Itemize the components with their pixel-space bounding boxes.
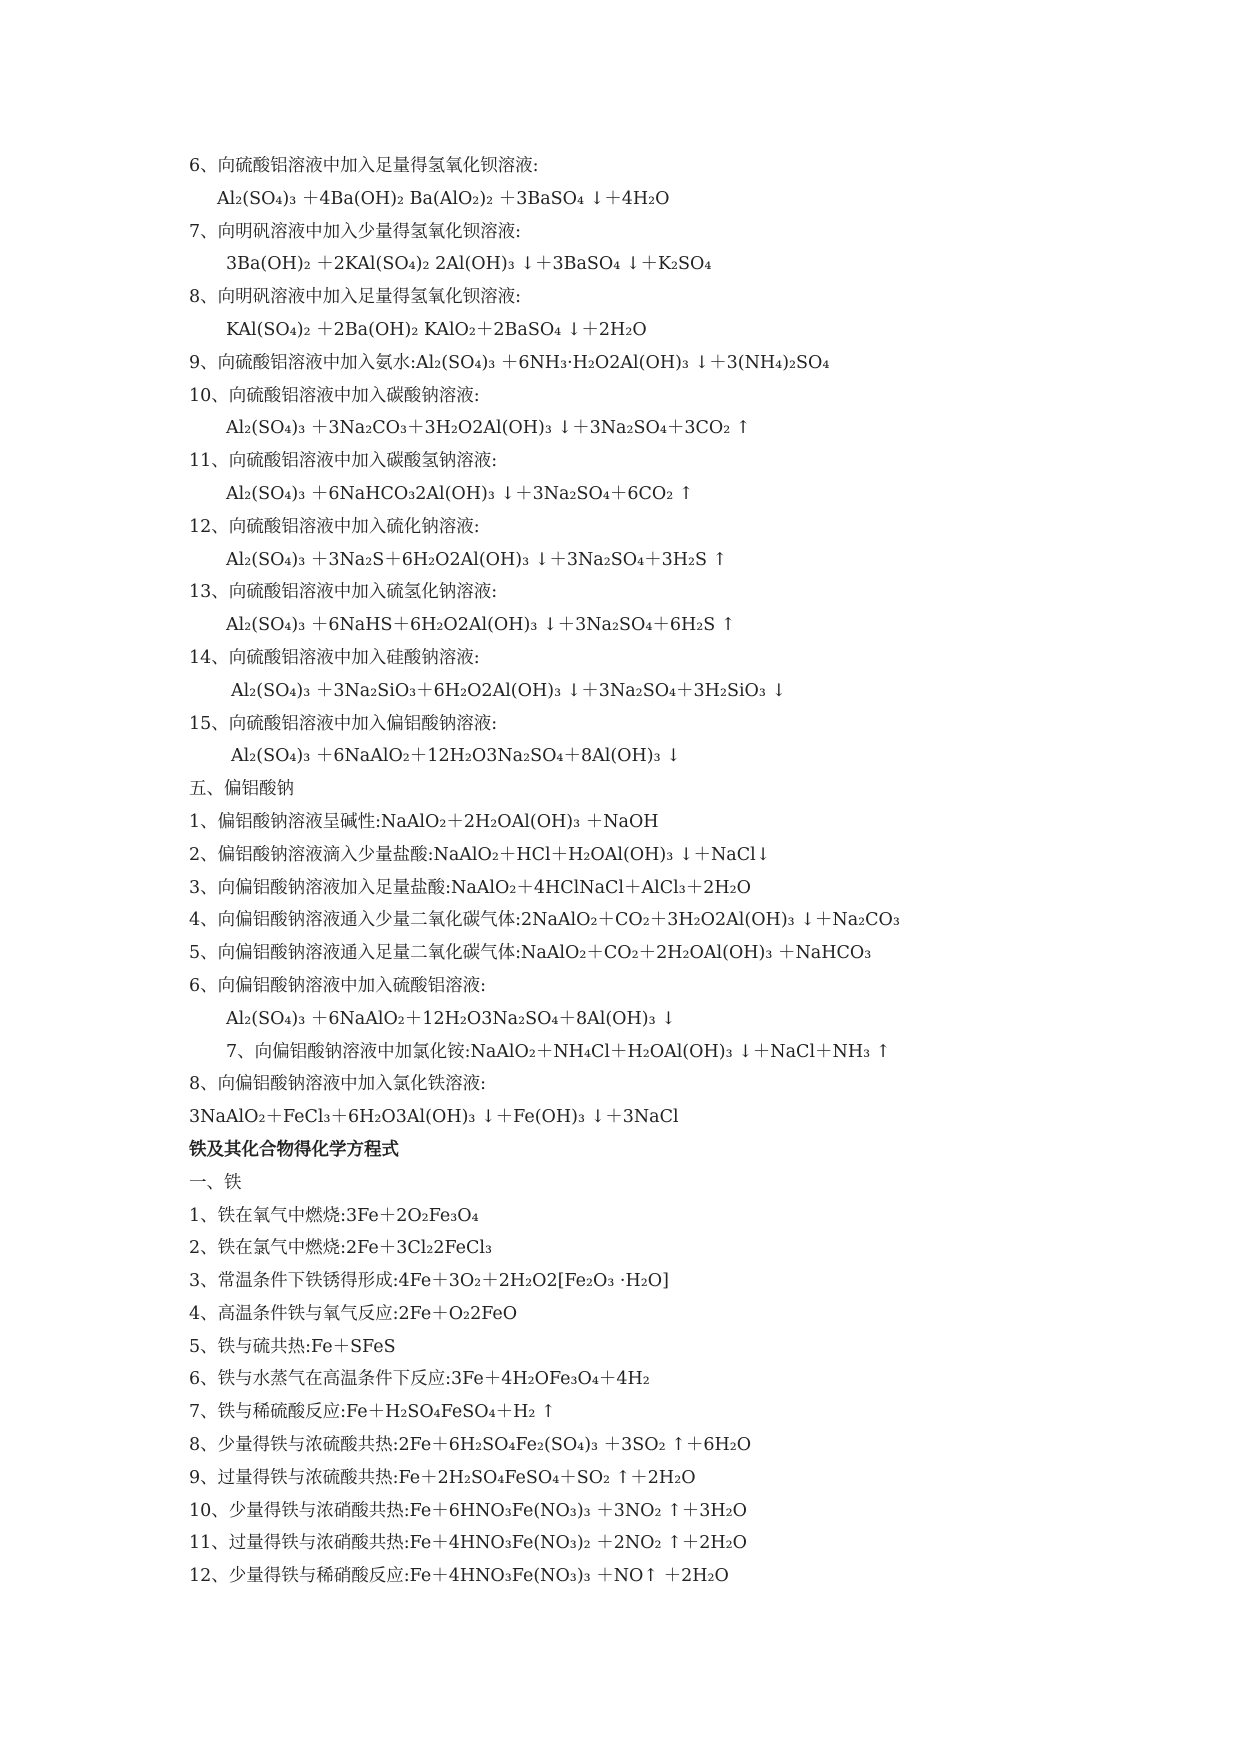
text-line: Al₂(SO₄)₃ ＋6NaAlO₂＋12H₂O3Na₂SO₄＋8Al(OH)₃ ↓ <box>231 746 681 767</box>
section-heading: 铁及其化合物得化学方程式 <box>189 1139 399 1160</box>
text-line: 1、偏铝酸钠溶液呈碱性:NaAlO₂＋2H₂OAl(OH)₃ ＋NaOH <box>189 811 659 832</box>
text-line: KAl(SO₄)₂ ＋2Ba(OH)₂ KAlO₂＋2BaSO₄ ↓＋2H₂O <box>226 319 647 340</box>
text-line: 3Ba(OH)₂ ＋2KAl(SO₄)₂ 2Al(OH)₃ ↓＋3BaSO₄ ↓＋K₂SO₄ <box>226 254 712 275</box>
text-line: 11、向硫酸铝溶液中加入碳酸氢钠溶液: <box>189 451 498 472</box>
text-line: Al₂(SO₄)₃ ＋4Ba(OH)₂ Ba(AlO₂)₂ ＋3BaSO₄ ↓＋4H₂O <box>217 188 670 209</box>
text-line: 一、铁 <box>189 1172 242 1193</box>
text-line: 2、偏铝酸钠溶液滴入少量盐酸:NaAlO₂＋HCl＋H₂OAl(OH)₃ ↓＋NaCl↓ <box>189 844 771 865</box>
text-line: 15、向硫酸铝溶液中加入偏铝酸钠溶液: <box>189 713 498 734</box>
text-line: 4、向偏铝酸钠溶液通入少量二氧化碳气体:2NaAlO₂＋CO₂＋3H₂O2Al(OH)₃ ↓＋Na₂CO₃ <box>189 910 900 931</box>
text-line: 8、少量得铁与浓硫酸共热:2Fe＋6H₂SO₄Fe₂(SO₄)₃ ＋3SO₂ ↑＋6H₂O <box>189 1435 752 1456</box>
text-line: Al₂(SO₄)₃ ＋6NaAlO₂＋12H₂O3Na₂SO₄＋8Al(OH)₃ ↓ <box>226 1008 676 1029</box>
text-line: 3NaAlO₂＋FeCl₃＋6H₂O3Al(OH)₃ ↓＋Fe(OH)₃ ↓＋3NaCl <box>189 1107 679 1128</box>
text-line: 7、向偏铝酸钠溶液中加氯化铵:NaAlO₂＋NH₄Cl＋H₂OAl(OH)₃ ↓＋NaCl＋NH₃ ↑ <box>226 1041 891 1062</box>
text-line: Al₂(SO₄)₃ ＋3Na₂SiO₃＋6H₂O2Al(OH)₃ ↓＋3Na₂SO₄＋3H₂SiO₃ ↓ <box>231 680 787 701</box>
text-line: 3、常温条件下铁锈得形成:4Fe＋3O₂＋2H₂O2[Fe₂O₃ ·H₂O] <box>189 1271 669 1292</box>
text-line: Al₂(SO₄)₃ ＋6NaHCO₃2Al(OH)₃ ↓＋3Na₂SO₄＋6CO₂ ↑ <box>226 483 694 504</box>
text-line: 10、向硫酸铝溶液中加入碳酸钠溶液: <box>189 385 480 406</box>
text-line: 6、铁与水蒸气在高温条件下反应:3Fe＋4H₂OFe₃O₄＋4H₂ <box>189 1369 650 1390</box>
text-line: 11、过量得铁与浓硝酸共热:Fe＋4HNO₃Fe(NO₃)₂ ＋2NO₂ ↑＋2H₂O <box>189 1533 748 1554</box>
text-line: 12、少量得铁与稀硝酸反应:Fe＋4HNO₃Fe(NO₃)₃ ＋NO↑ ＋2H₂O <box>189 1566 729 1587</box>
text-line: 6、向硫酸铝溶液中加入足量得氢氧化钡溶液: <box>189 156 539 176</box>
text-line: 7、向明矾溶液中加入少量得氢氧化钡溶液: <box>189 221 522 242</box>
text-line: 4、高温条件铁与氧气反应:2Fe＋O₂2FeO <box>189 1303 518 1324</box>
text-line: 5、铁与硫共热:Fe＋SFeS <box>189 1336 396 1357</box>
text-line: 2、铁在氯气中燃烧:2Fe＋3Cl₂2FeCl₃ <box>189 1238 493 1259</box>
text-line: 五、偏铝酸钠 <box>189 779 294 800</box>
text-line: 6、向偏铝酸钠溶液中加入硫酸铝溶液: <box>189 975 487 996</box>
text-line: 10、少量得铁与浓硝酸共热:Fe＋6HNO₃Fe(NO₃)₃ ＋3NO₂ ↑＋3H₂O <box>189 1500 748 1521</box>
text-line: Al₂(SO₄)₃ ＋3Na₂S＋6H₂O2Al(OH)₃ ↓＋3Na₂SO₄＋3H₂S ↑ <box>226 549 728 570</box>
text-line: 8、向偏铝酸钠溶液中加入氯化铁溶液: <box>189 1074 487 1095</box>
text-line: 9、过量得铁与浓硫酸共热:Fe＋2H₂SO₄FeSO₄＋SO₂ ↑＋2H₂O <box>189 1467 696 1488</box>
text-line: 12、向硫酸铝溶液中加入硫化钠溶液: <box>189 516 480 537</box>
text-line: Al₂(SO₄)₃ ＋6NaHS＋6H₂O2Al(OH)₃ ↓＋3Na₂SO₄＋6H₂S ↑ <box>226 615 736 636</box>
text-line: 3、向偏铝酸钠溶液加入足量盐酸:NaAlO₂＋4HClNaCl＋AlCl₃＋2H₂O <box>189 877 751 898</box>
text-line: 9、向硫酸铝溶液中加入氨水:Al₂(SO₄)₃ ＋6NH₃·H₂O2Al(OH)₃ ↓＋3(NH₄)₂SO₄ <box>189 352 830 373</box>
text-line: 7、铁与稀硫酸反应:Fe＋H₂SO₄FeSO₄＋H₂ ↑ <box>189 1402 556 1423</box>
text-line: 14、向硫酸铝溶液中加入硅酸钠溶液: <box>189 647 480 668</box>
text-line: 1、铁在氧气中燃烧:3Fe＋2O₂Fe₃O₄ <box>189 1205 479 1226</box>
text-line: 8、向明矾溶液中加入足量得氢氧化钡溶液: <box>189 287 522 308</box>
text-line: Al₂(SO₄)₃ ＋3Na₂CO₃＋3H₂O2Al(OH)₃ ↓＋3Na₂SO₄＋3CO₂ ↑ <box>226 418 751 439</box>
text-line: 13、向硫酸铝溶液中加入硫氢化钠溶液: <box>189 582 498 603</box>
document-body <box>189 150 1169 1593</box>
text-line: 5、向偏铝酸钠溶液通入足量二氧化碳气体:NaAlO₂＋CO₂＋2H₂OAl(OH)₃ ＋NaHCO₃ <box>189 943 872 964</box>
